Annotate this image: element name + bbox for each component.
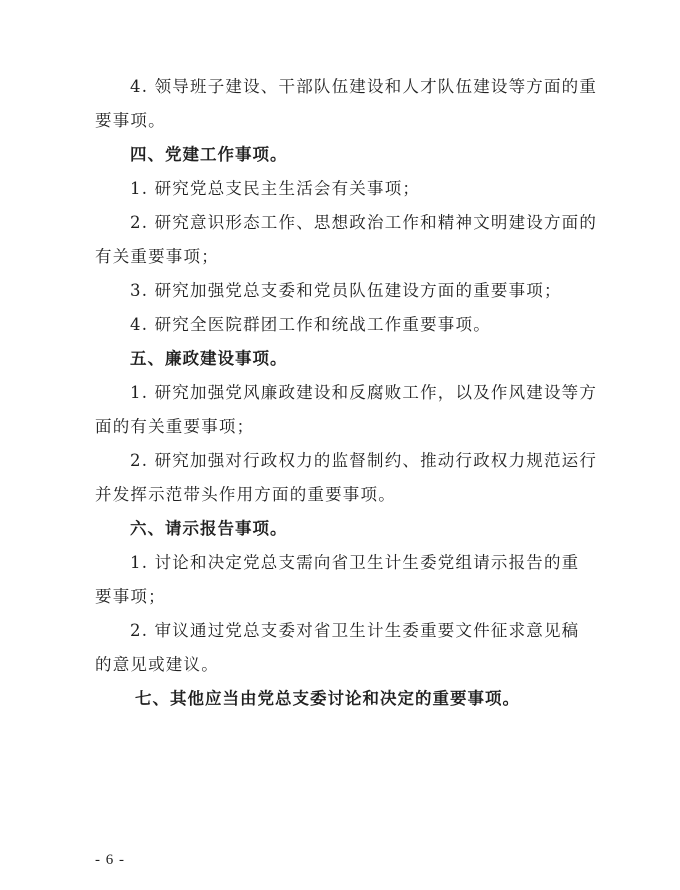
reporting-item-1-line-2: 要事项； (95, 587, 166, 606)
section-heading-reporting: 六、请示报告事项。 (130, 519, 288, 538)
party-building-item-4: 4. 研究全医院群团工作和统战工作重要事项。 (130, 315, 491, 334)
integrity-item-1-line-2: 面的有关重要事项； (95, 417, 255, 436)
section-heading-party-building: 四、党建工作事项。 (130, 145, 288, 164)
integrity-item-1-line-1: 1. 研究加强党风廉政建设和反腐败工作，以及作风建设等方 (130, 383, 598, 402)
section-heading-integrity: 五、廉政建设事项。 (130, 349, 288, 368)
reporting-item-2-line-1: 2. 审议通过党总支委对省卫生计生委重要文件征求意见稿 (130, 621, 580, 640)
section-heading-other-matters: 七、其他应当由党总支委讨论和决定的重要事项。 (135, 689, 520, 708)
paragraph-item-4-line-2: 要事项。 (95, 111, 166, 130)
page-number: - 6 - (95, 852, 125, 868)
party-building-item-2-line-1: 2. 研究意识形态工作、思想政治工作和精神文明建设方面的 (130, 213, 598, 232)
party-building-item-3: 3. 研究加强党总支委和党员队伍建设方面的重要事项； (130, 281, 562, 300)
party-building-item-1: 1. 研究党总支民主生活会有关事项； (130, 179, 421, 198)
reporting-item-1-line-1: 1. 讨论和决定党总支需向省卫生计生委党组请示报告的重 (130, 553, 580, 572)
party-building-item-2-line-2: 有关重要事项； (95, 247, 219, 266)
paragraph-item-4-line-1: 4. 领导班子建设、干部队伍建设和人才队伍建设等方面的重 (130, 77, 598, 96)
reporting-item-2-line-2: 的意见或建议。 (95, 655, 219, 674)
integrity-item-2-line-1: 2. 研究加强对行政权力的监督制约、推动行政权力规范运行 (130, 451, 598, 470)
document-body (95, 70, 610, 716)
integrity-item-2-line-2: 并发挥示范带头作用方面的重要事项。 (95, 485, 396, 504)
